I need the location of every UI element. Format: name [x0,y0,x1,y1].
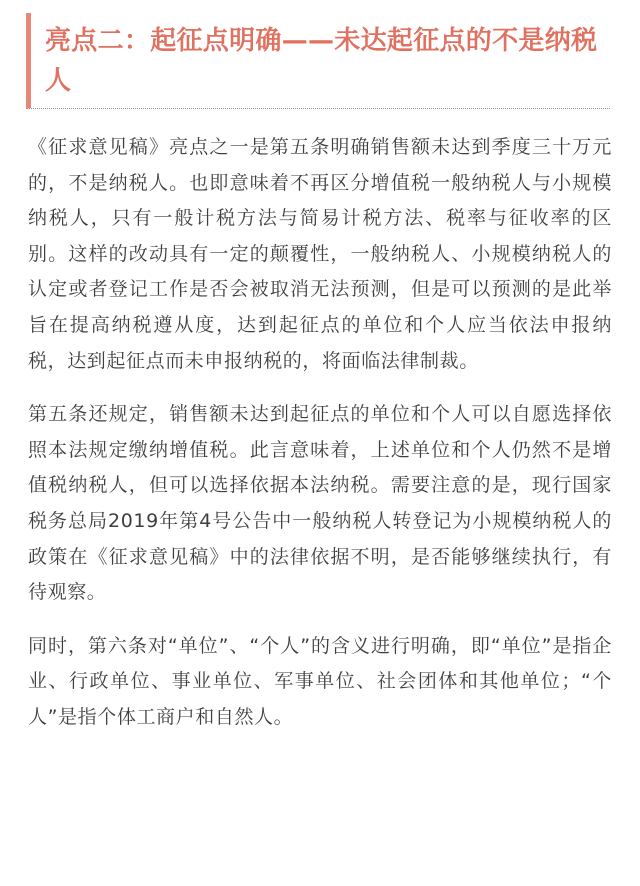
article-body [28,130,612,736]
section-title: 亮点二：起征点明确——未达起征点的不是纳税人 [45,26,598,96]
paragraph-1: 《征求意见稿》亮点之一是第五条明确销售额未达到季度三十万元的，不是纳税人。也即意味着不再区分增值税一般纳税人与小规模纳税人，只有一般计税方法与简易计税方法、税率与征收率的区别。这样的改动具有一定的颠覆性，一般纳税人、小规模纳税人的认定或者登记工作是否会被取消无法预测，但是可以预测的是此举旨在提高纳税遵从度，达到起征点的单位和个人应当依法申报纳税，达到起征点而未申报纳税的，将面临法律制裁。 [28,136,612,372]
paragraph-2: 第五条还规定，销售额未达到起征点的单位和个人可以自愿选择依照本法规定缴纳增值税。此言意味着，上述单位和个人仍然不是增值税纳税人，但可以选择依据本法纳税。需要注意的是，现行国家税务总局2019年第4号公告中一般纳税人转登记为小规模纳税人的政策在《征求意见稿》中的法律依据不明，是否能够继续执行，有待观察。 [28,403,612,604]
paragraph-3: 同时，第六条对“单位”、“个人”的含义进行明确，即“单位”是指企业、行政单位、事业单位、军事单位、社会团体和其他单位；“个人”是指个体工商户和自然人。 [28,634,612,728]
section-heading [26,13,610,109]
